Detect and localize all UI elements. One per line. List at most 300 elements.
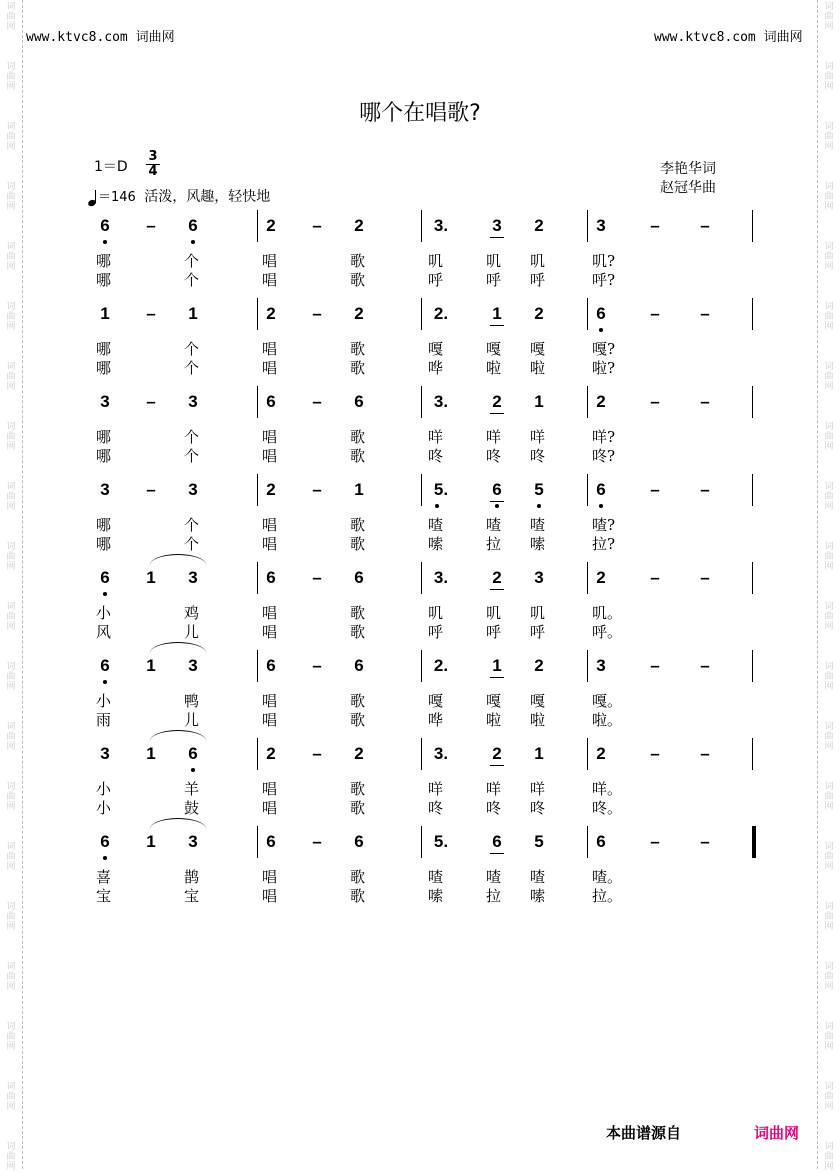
note: –	[700, 480, 710, 499]
note: 6	[490, 480, 504, 500]
watermark-text: 词曲网	[824, 842, 834, 872]
lyric-syllable: 啦?	[592, 359, 616, 377]
barline	[257, 474, 258, 506]
note: 3	[188, 480, 198, 499]
lyric-syllable: 咚	[486, 447, 502, 465]
lyric-syllable: 宝	[184, 887, 200, 905]
barline	[257, 650, 258, 682]
note: –	[700, 744, 710, 763]
note: 6	[490, 832, 504, 852]
lyric-syllable: 鹊	[184, 868, 200, 886]
lyric-syllable: 拉。	[592, 887, 623, 905]
lyric-syllable: 嗦	[428, 887, 444, 905]
lyric-syllable: 拉?	[592, 535, 616, 553]
lyric-syllable: 咩	[486, 780, 502, 798]
note: 1	[490, 304, 504, 324]
lyric-syllable: 咚	[530, 799, 546, 817]
lyric-syllable: 唱	[262, 623, 278, 641]
note: –	[700, 392, 710, 411]
lyric-syllable: 呼	[530, 271, 546, 289]
note: 2.	[433, 656, 449, 675]
lyric-syllable: 歌	[350, 692, 366, 710]
note: 6	[98, 568, 112, 588]
lyric-syllable: 叽	[428, 604, 444, 622]
lyric-syllable: 呼	[486, 271, 502, 289]
watermark-text: 词曲网	[824, 422, 834, 452]
note: –	[146, 480, 156, 499]
note: 6	[354, 832, 364, 851]
barline	[587, 474, 588, 506]
lyric-syllable: 喳。	[592, 868, 623, 886]
barline	[587, 826, 588, 858]
note: 3	[188, 392, 198, 411]
site-header-left[interactable]: www.ktvc8.com 词曲网	[26, 30, 175, 45]
lyric-syllable: 咚	[486, 799, 502, 817]
lyric-syllable: 唱	[262, 780, 278, 798]
note: 1	[490, 656, 504, 676]
note: 1	[146, 744, 156, 763]
note: 3	[188, 656, 198, 675]
lyric-syllable: 哪	[96, 428, 112, 446]
lyric-syllable: 个	[184, 359, 200, 377]
watermark-text: 词曲网	[6, 242, 16, 272]
lyric-syllable: 小	[96, 780, 112, 798]
watermark-text: 词曲网	[6, 2, 16, 32]
lyric-syllable: 歌	[350, 271, 366, 289]
lyric-syllable: 哪	[96, 447, 112, 465]
note: 3.	[433, 744, 449, 763]
lyricist: 李艳华词	[660, 161, 716, 177]
score-row	[0, 744, 840, 830]
lyric-syllable: 嘎	[530, 692, 546, 710]
watermark-text: 词曲网	[824, 2, 834, 32]
watermark-text: 词曲网	[824, 482, 834, 512]
note: 3	[534, 568, 544, 587]
meter-top: 3	[148, 149, 158, 164]
note: 2.	[433, 304, 449, 323]
lyric-syllable: 啦。	[592, 711, 623, 729]
meter-bottom: 4	[146, 164, 160, 179]
note: –	[312, 304, 322, 323]
lyric-syllable: 叽	[428, 252, 444, 270]
note: 3	[100, 392, 110, 411]
lyric-syllable: 歌	[350, 799, 366, 817]
credits	[660, 160, 716, 198]
note: 3.	[433, 568, 449, 587]
note: 3.	[433, 392, 449, 411]
note: –	[312, 832, 322, 851]
lyric-syllable: 咩	[486, 428, 502, 446]
lyric-syllable: 啦	[530, 359, 546, 377]
lyric-syllable: 嘎?	[592, 340, 616, 358]
lyric-syllable: 喜	[96, 868, 112, 886]
note: –	[312, 392, 322, 411]
lyric-syllable: 个	[184, 447, 200, 465]
note: 2	[266, 480, 276, 499]
note: –	[700, 832, 710, 851]
lyric-syllable: 小	[96, 692, 112, 710]
note: 6	[98, 216, 112, 236]
note: 3	[188, 568, 198, 587]
barline	[587, 738, 588, 770]
barline	[587, 650, 588, 682]
watermark-text: 词曲网	[824, 902, 834, 932]
barline	[257, 210, 258, 242]
note: –	[312, 656, 322, 675]
note: –	[146, 304, 156, 323]
barline	[752, 562, 753, 594]
note: 6	[266, 568, 276, 587]
note: 6	[594, 304, 608, 324]
lyric-syllable: 叽	[530, 604, 546, 622]
lyric-syllable: 呼	[530, 623, 546, 641]
lyric-syllable: 哪	[96, 535, 112, 553]
lyric-syllable: 唱	[262, 887, 278, 905]
note: –	[650, 216, 660, 235]
lyric-syllable: 嗦	[428, 535, 444, 553]
score-row	[0, 216, 840, 302]
watermark-text: 词曲网	[824, 122, 834, 152]
note: 1	[534, 392, 544, 411]
watermark-text: 词曲网	[6, 542, 16, 572]
score-row	[0, 304, 840, 390]
barline	[752, 738, 753, 770]
watermark-text: 词曲网	[6, 1082, 16, 1112]
barline	[421, 826, 422, 858]
time-signature	[146, 150, 160, 179]
lyric-syllable: 唱	[262, 271, 278, 289]
note: 6	[266, 656, 276, 675]
watermark-text: 词曲网	[6, 182, 16, 212]
lyric-syllable: 哪	[96, 340, 112, 358]
note: 5	[534, 832, 544, 851]
note: 2	[354, 304, 364, 323]
lyric-syllable: 叽?	[592, 252, 616, 270]
lyric-syllable: 咚。	[592, 799, 623, 817]
note: 3	[100, 480, 110, 499]
key-signature: 1＝D	[94, 159, 128, 175]
watermark-text: 词曲网	[6, 422, 16, 452]
lyric-syllable: 嗦	[530, 535, 546, 553]
watermark-text: 词曲网	[824, 242, 834, 272]
lyric-syllable: 唱	[262, 799, 278, 817]
score-row	[0, 392, 840, 478]
tempo-marking	[88, 186, 270, 206]
watermark-text: 词曲网	[824, 302, 834, 332]
barline	[752, 650, 753, 682]
note: –	[312, 480, 322, 499]
lyric-syllable: 歌	[350, 428, 366, 446]
note: 2	[266, 216, 276, 235]
lyric-syllable: 唱	[262, 359, 278, 377]
note: 3	[100, 744, 110, 763]
note: 1	[146, 832, 156, 851]
score-row	[0, 480, 840, 566]
lyric-syllable: 咩。	[592, 780, 623, 798]
lyric-syllable: 歌	[350, 359, 366, 377]
lyric-syllable: 唱	[262, 516, 278, 534]
lyric-syllable: 啦	[486, 359, 502, 377]
lyric-syllable: 雨	[96, 711, 112, 729]
watermark-text: 词曲网	[824, 662, 834, 692]
note: 2	[596, 568, 606, 587]
lyric-syllable: 个	[184, 516, 200, 534]
watermark-text: 词曲网	[824, 1022, 834, 1052]
composer: 赵冠华曲	[660, 180, 716, 196]
watermark-text: 词曲网	[6, 62, 16, 92]
note: 2	[354, 216, 364, 235]
barline	[257, 298, 258, 330]
lyric-syllable: 歌	[350, 623, 366, 641]
watermark-text: 词曲网	[824, 1082, 834, 1112]
watermark-text: 词曲网	[824, 362, 834, 392]
note: 3	[596, 656, 606, 675]
lyric-syllable: 叽	[530, 252, 546, 270]
barline	[421, 386, 422, 418]
note: –	[146, 216, 156, 235]
lyric-syllable: 个	[184, 271, 200, 289]
watermark-text: 词曲网	[6, 722, 16, 752]
score-row	[0, 656, 840, 742]
lyric-syllable: 嘎	[428, 340, 444, 358]
barline	[752, 386, 753, 418]
note: 2	[490, 744, 504, 764]
note: 6	[354, 656, 364, 675]
lyric-syllable: 唱	[262, 604, 278, 622]
note: 1	[146, 568, 156, 587]
barline	[257, 738, 258, 770]
lyric-syllable: 咩	[530, 780, 546, 798]
lyric-syllable: 风	[96, 623, 112, 641]
lyric-syllable: 歌	[350, 535, 366, 553]
barline	[421, 474, 422, 506]
tempo-value: ＝146	[98, 190, 136, 205]
barline	[257, 826, 258, 858]
lyric-syllable: 嗦	[530, 887, 546, 905]
note: 5.	[433, 832, 449, 851]
note: –	[312, 216, 322, 235]
note: 2	[490, 392, 504, 412]
lyric-syllable: 歌	[350, 780, 366, 798]
note: 6	[266, 392, 276, 411]
lyric-syllable: 唱	[262, 868, 278, 886]
barline	[257, 562, 258, 594]
watermark-text: 词曲网	[6, 1142, 16, 1172]
lyric-syllable: 唱	[262, 340, 278, 358]
page-title: 哪个在唱歌?	[359, 101, 481, 126]
lyric-syllable: 宝	[96, 887, 112, 905]
barline	[421, 562, 422, 594]
lyric-syllable: 嘎	[486, 340, 502, 358]
lyric-syllable: 歌	[350, 447, 366, 465]
note: 2	[534, 656, 544, 675]
lyric-syllable: 喳	[486, 868, 502, 886]
lyric-syllable: 歌	[350, 252, 366, 270]
note: 2	[266, 304, 276, 323]
quarter-note-icon	[88, 190, 98, 206]
note: 2	[534, 216, 544, 235]
note: 2	[354, 744, 364, 763]
note: 6	[266, 832, 276, 851]
note: 6	[186, 216, 200, 236]
lyric-syllable: 喳?	[592, 516, 616, 534]
lyric-syllable: 唱	[262, 428, 278, 446]
lyric-syllable: 歌	[350, 711, 366, 729]
lyric-syllable: 叽	[486, 252, 502, 270]
lyric-syllable: 个	[184, 340, 200, 358]
lyric-syllable: 咩?	[592, 428, 616, 446]
watermark-text: 词曲网	[6, 962, 16, 992]
lyric-syllable: 嘎。	[592, 692, 623, 710]
barline	[752, 826, 756, 858]
lyric-syllable: 咩	[428, 428, 444, 446]
lyric-syllable: 唱	[262, 711, 278, 729]
note: –	[650, 304, 660, 323]
barline	[752, 298, 753, 330]
barline	[421, 738, 422, 770]
note: 5.	[430, 480, 452, 500]
note: 6	[98, 832, 112, 852]
lyric-syllable: 啦	[530, 711, 546, 729]
watermark-text: 词曲网	[6, 1022, 16, 1052]
lyric-syllable: 唱	[262, 447, 278, 465]
watermark-text: 词曲网	[824, 782, 834, 812]
lyric-syllable: 个	[184, 252, 200, 270]
lyric-syllable: 鸡	[184, 604, 200, 622]
lyric-syllable: 歌	[350, 516, 366, 534]
note: –	[700, 216, 710, 235]
note: 6	[354, 392, 364, 411]
watermark-text: 词曲网	[824, 542, 834, 572]
lyric-syllable: 鼓	[184, 799, 200, 817]
note: 2	[596, 392, 606, 411]
lyric-syllable: 唱	[262, 535, 278, 553]
lyric-syllable: 喳	[428, 516, 444, 534]
lyric-syllable: 咩	[428, 780, 444, 798]
barline	[587, 210, 588, 242]
note: –	[700, 304, 710, 323]
note: 3	[188, 832, 198, 851]
note: 1	[534, 744, 544, 763]
lyric-syllable: 哪	[96, 359, 112, 377]
lyric-syllable: 哗	[428, 359, 444, 377]
note: 2	[596, 744, 606, 763]
footer-brand-link[interactable]: 词曲网	[754, 1124, 800, 1142]
score-row	[0, 832, 840, 918]
lyric-syllable: 歌	[350, 887, 366, 905]
lyric-syllable: 儿	[184, 623, 200, 641]
note: 3.	[433, 216, 449, 235]
watermark-text: 词曲网	[6, 902, 16, 932]
note: 6	[594, 480, 608, 500]
lyric-syllable: 嘎	[530, 340, 546, 358]
barline	[257, 386, 258, 418]
barline	[421, 210, 422, 242]
lyric-syllable: 呼	[428, 623, 444, 641]
watermark-text: 词曲网	[6, 482, 16, 512]
score-row	[0, 568, 840, 654]
note: 2	[266, 744, 276, 763]
lyric-syllable: 嘎	[428, 692, 444, 710]
barline	[587, 386, 588, 418]
watermark-text: 词曲网	[6, 842, 16, 872]
watermark-text: 词曲网	[6, 362, 16, 392]
lyric-syllable: 歌	[350, 340, 366, 358]
note: 6	[596, 832, 606, 851]
note: –	[650, 568, 660, 587]
barline	[587, 298, 588, 330]
barline	[752, 474, 753, 506]
note: 1	[100, 304, 110, 323]
lyric-syllable: 呼	[486, 623, 502, 641]
lyric-syllable: 呼。	[592, 623, 623, 641]
lyric-syllable: 歌	[350, 604, 366, 622]
lyric-syllable: 叽	[486, 604, 502, 622]
watermark-text: 词曲网	[6, 602, 16, 632]
barline	[752, 210, 753, 242]
lyric-syllable: 哪	[96, 271, 112, 289]
note: –	[650, 744, 660, 763]
lyric-syllable: 咚?	[592, 447, 616, 465]
lyric-syllable: 呼	[428, 271, 444, 289]
watermark-text: 词曲网	[6, 122, 16, 152]
note: 5	[532, 480, 546, 500]
lyric-syllable: 喳	[530, 868, 546, 886]
note: 1	[188, 304, 198, 323]
lyric-syllable: 鸭	[184, 692, 200, 710]
note: –	[312, 744, 322, 763]
barline	[421, 650, 422, 682]
note: –	[650, 392, 660, 411]
lyric-syllable: 喳	[530, 516, 546, 534]
note: 3	[596, 216, 606, 235]
lyric-syllable: 拉	[486, 887, 502, 905]
lyric-syllable: 小	[96, 604, 112, 622]
lyric-syllable: 哪	[96, 516, 112, 534]
note: –	[650, 656, 660, 675]
site-header-right[interactable]: www.ktvc8.com 词曲网	[654, 30, 803, 45]
lyric-syllable: 咩	[530, 428, 546, 446]
note: 2	[534, 304, 544, 323]
watermark-text: 词曲网	[6, 782, 16, 812]
note: –	[650, 832, 660, 851]
lyric-syllable: 拉	[486, 535, 502, 553]
lyric-syllable: 个	[184, 535, 200, 553]
note: 6	[186, 744, 200, 764]
footer-source-label: 本曲谱源自	[606, 1124, 682, 1142]
lyric-syllable: 咚	[428, 799, 444, 817]
note: 1	[146, 656, 156, 675]
note: 6	[354, 568, 364, 587]
watermark-text: 词曲网	[824, 962, 834, 992]
lyric-syllable: 嘎	[486, 692, 502, 710]
note: –	[700, 656, 710, 675]
watermark-text: 词曲网	[824, 1142, 834, 1172]
lyric-syllable: 呼?	[592, 271, 616, 289]
watermark-text: 词曲网	[6, 662, 16, 692]
note: 1	[354, 480, 364, 499]
note: 2	[490, 568, 504, 588]
lyric-syllable: 喳	[486, 516, 502, 534]
lyric-syllable: 哗	[428, 711, 444, 729]
lyric-syllable: 啦	[486, 711, 502, 729]
note: –	[700, 568, 710, 587]
lyric-syllable: 咚	[530, 447, 546, 465]
watermark-text: 词曲网	[824, 602, 834, 632]
note: 3	[490, 216, 504, 236]
watermark-text: 词曲网	[824, 722, 834, 752]
note: 6	[98, 656, 112, 676]
